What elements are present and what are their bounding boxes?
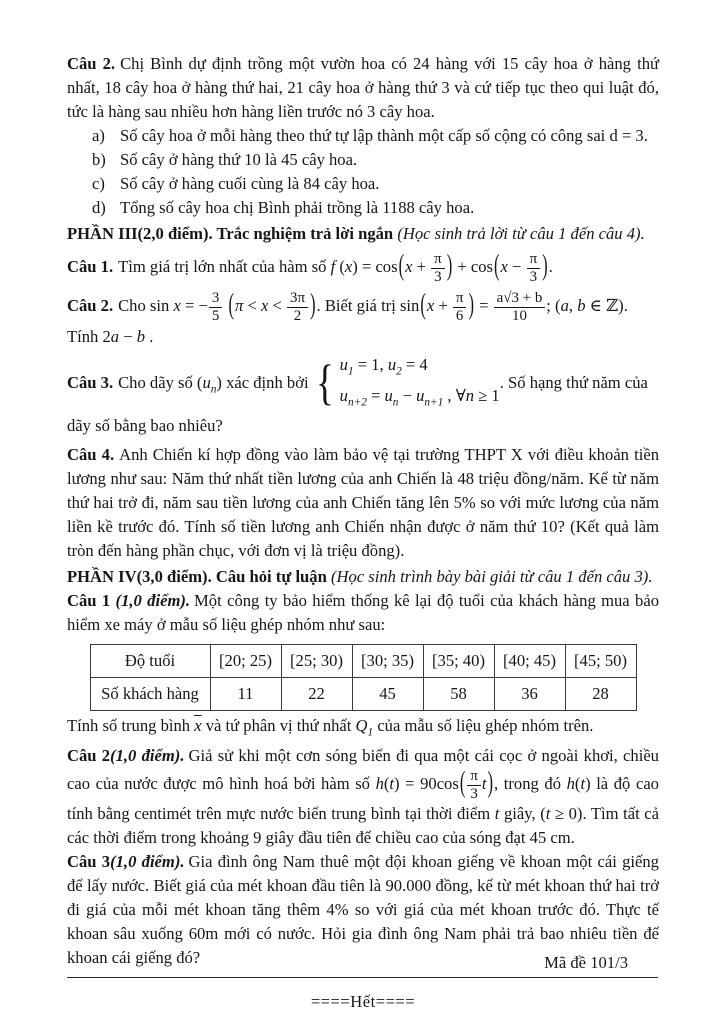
math-text: + cos: [453, 257, 493, 277]
math-text: , trong đó: [494, 773, 567, 793]
option-d: [67, 196, 659, 220]
math-variable: u: [387, 354, 397, 374]
cases-line: [340, 354, 500, 382]
fraction: [493, 290, 547, 324]
math-text: của mẫu số liệu ghép nhóm trên.: [373, 715, 594, 735]
table-cell: [30; 35): [352, 644, 423, 677]
fraction: [526, 251, 542, 285]
option-text: Số cây ở hàng thứ 10 là 45 cây hoa.: [120, 150, 358, 169]
fraction-denominator: 2: [293, 308, 302, 325]
math-variable: a: [110, 326, 120, 346]
section-heading-italic: (Học sinh trả lời từ câu 1 đến câu 4).: [397, 224, 645, 243]
right-paren: ): [310, 287, 316, 321]
fraction-denominator: 10: [511, 308, 527, 325]
subscripted-term: [339, 354, 354, 378]
option-b: [67, 148, 659, 172]
math-variable: x: [405, 257, 413, 277]
math-text: và tứ phân vị thứ nhất: [201, 715, 356, 735]
math-variable: t: [481, 773, 487, 793]
fraction-numerator: π: [527, 251, 541, 269]
fraction-numerator: 3: [209, 290, 222, 308]
question-label: Câu 3: [67, 852, 111, 872]
math-variable: x: [344, 257, 353, 277]
fraction-denominator: 5: [211, 308, 220, 325]
right-paren: ): [487, 764, 494, 799]
part4-question-2: [67, 744, 659, 850]
fraction-numerator: a√3 + b: [494, 290, 546, 308]
math-text: ) xác định bởi: [216, 372, 313, 392]
math-text: ,: [568, 296, 578, 316]
math-text: (: [574, 773, 581, 793]
math-text: = 1,: [353, 354, 388, 374]
question-points: (1,0 điểm).: [115, 590, 191, 610]
left-paren: (: [228, 287, 234, 321]
math-variable: b: [577, 296, 586, 316]
table-row-header: [90, 644, 636, 677]
math-text: . Biết giá trị sin: [316, 296, 420, 316]
subscript: n: [392, 396, 399, 409]
math-text: −: [398, 386, 417, 406]
math-text: Tính số trung bình: [67, 715, 195, 735]
left-paren: (: [398, 248, 405, 282]
math-variable: t: [494, 804, 500, 824]
fraction-numerator: π: [431, 251, 445, 269]
table-cell: 58: [423, 677, 494, 710]
cases-system: [313, 354, 500, 414]
cases-lines: [340, 354, 500, 414]
math-variable: a: [560, 296, 569, 316]
fraction: [466, 768, 482, 802]
subscripted-term: [384, 386, 399, 409]
right-paren: ): [446, 248, 453, 282]
question-label: Câu 4.: [67, 444, 115, 464]
table-cell: [35; 40): [423, 644, 494, 677]
page-footer: [67, 951, 658, 978]
math-text: =: [366, 386, 385, 406]
math-variable: u: [339, 354, 348, 374]
fraction-denominator: 6: [455, 308, 464, 325]
part4-heading: [67, 565, 659, 589]
fraction: [430, 251, 446, 285]
subscripted-term: [339, 386, 367, 409]
table-cell: [25; 30): [281, 644, 352, 677]
part3-heading: [67, 222, 659, 246]
section-heading-italic: (Học sinh trình bày bài giải từ câu 1 đến câu 3).: [330, 566, 653, 586]
math-text: =: [474, 296, 493, 316]
math-text: ): [585, 773, 591, 793]
math-variable: u: [384, 386, 393, 406]
math-text: (: [383, 773, 390, 793]
subscripted-term: [355, 715, 374, 738]
fraction: [208, 290, 223, 324]
part2-question-2-options: [67, 124, 659, 220]
math-text: giây, (: [499, 804, 546, 824]
math-variable: n: [465, 386, 475, 406]
left-paren: (: [494, 248, 500, 282]
section-heading-bold: PHẦN IV(3,0 điểm). Câu hỏi tự luận: [67, 566, 331, 586]
math-variable: x: [500, 257, 508, 277]
part2-question-2: [67, 52, 659, 124]
fraction-numerator: π: [467, 768, 481, 786]
right-paren: ): [468, 287, 474, 321]
option-text: Tổng số cây hoa chị Bình phải trồng là 1188 cây hoa.: [120, 198, 475, 217]
math-text: .: [145, 326, 154, 346]
cases-brace: {: [315, 355, 334, 411]
age-frequency-table: [90, 644, 637, 711]
math-variable: f: [330, 257, 336, 277]
math-variable: x: [426, 296, 435, 316]
math-variable: u: [339, 386, 348, 406]
math-text: = −: [180, 296, 208, 316]
math-text: ) = cos: [352, 257, 398, 277]
math-text: Tìm giá trị lớn nhất của hàm số: [118, 257, 331, 277]
question-label: Câu 2.: [67, 296, 114, 316]
part3-question-2: [67, 287, 659, 348]
math-text: = 4: [401, 354, 428, 374]
fraction-denominator: 3: [529, 268, 538, 285]
math-text: Cho dãy số (: [118, 372, 203, 392]
math-text: −: [119, 326, 137, 346]
option-key: c): [92, 174, 105, 193]
question-label: Câu 2.: [67, 54, 116, 73]
math-variable: h: [566, 773, 575, 793]
fraction: [452, 290, 468, 324]
math-text: Giả sử khi một cơn sóng biển đi qua một cái cọc ở ngoài khơi, chiều cao của nước được mô hình hoá bởi hàm số: [67, 745, 659, 793]
option-text: Số cây hoa ở mỗi hàng theo thứ tự lập thành một cấp số cộng có công sai d = 3.: [120, 126, 648, 145]
math-variable: Q: [355, 715, 368, 735]
table-row-values: [90, 677, 636, 710]
table-cell: 11: [210, 677, 281, 710]
math-variable: x: [173, 296, 181, 316]
math-formula: [67, 287, 628, 346]
subscript: n: [210, 382, 217, 395]
math-text: ≥ 0). Tìm tất cả các thời điểm trong khoảng 9 giây đầu tiên để chiều cao của sóng đạt 45 cm.: [67, 804, 659, 848]
math-variable: h: [375, 773, 384, 793]
part3-question-1: [67, 248, 659, 285]
option-text: Số cây ở hàng cuối cùng là 84 cây hoa.: [120, 174, 380, 193]
math-formula: [67, 715, 594, 738]
end-marker: ====Hết====: [310, 992, 416, 1012]
table-cell: 36: [494, 677, 565, 710]
math-text: ∈ ℤ). Tính 2: [67, 296, 628, 346]
subscripted-term: [202, 372, 217, 395]
question-label: Câu 1: [67, 590, 116, 610]
question-text: Một công ty bảo hiểm thống kê lại độ tuổi của khách hàng mua bảo hiểm xe máy ở mẫu số liệu ghép nhóm như sau:: [67, 590, 659, 634]
math-text: là độ cao tính bằng centimét trên mực nước biển trung bình tại thời điểm: [67, 773, 659, 824]
table-cell: Độ tuổi: [90, 644, 210, 677]
math-text: ) = 90cos: [394, 773, 459, 793]
option-c: [67, 172, 659, 196]
math-text: ≥ 1: [474, 386, 500, 406]
option-key: b): [92, 150, 106, 169]
left-paren: (: [459, 764, 466, 799]
math-text: Cho sin: [118, 296, 174, 316]
math-text: +: [412, 257, 431, 277]
overline-variable: $\overline{x}$: [194, 715, 202, 735]
subscript: n+1: [424, 396, 444, 409]
question-text: Chị Bình dự định trồng một vườn hoa có 24 hàng với 15 cây hoa ở hàng thứ nhất, 18 cây hoa ở hàng thứ hai, 21 cây hoa ở hàng thứ 3 và cứ tiếp tục theo qui luật đó, tức là hàng sau nhiều hơn hàng liền trước nó 3 cây hoa.: [67, 54, 659, 121]
math-variable: t: [580, 773, 586, 793]
table-cell: [20; 25): [210, 644, 281, 677]
cases-line: [340, 385, 500, 413]
right-paren: ): [542, 248, 548, 282]
math-text: (: [335, 257, 345, 277]
option-a: [67, 124, 659, 148]
exam-code-label: Mã đề 101/3: [544, 953, 628, 972]
subscript: 2: [396, 365, 402, 378]
table-cell: 28: [565, 677, 636, 710]
option-key: a): [92, 126, 105, 145]
subscript: n+2: [347, 396, 367, 409]
math-text: . Số hạng thứ năm của dãy số bằng bao nhiêu?: [67, 372, 648, 435]
math-variable: t: [389, 773, 395, 793]
question-label: Câu 3.: [67, 372, 114, 392]
exam-content: [67, 52, 659, 1014]
math-text: +: [434, 296, 452, 316]
part3-question-3: [67, 354, 659, 438]
question-text: Gia đình ông Nam thuê một đội khoan giếng về khoan một cái giếng để lấy nước. Biết giá của mét khoan đầu tiên là 90.000 đồng, kể từ mét khoan thứ hai trở đi giá của mỗi mét khoan tăng thêm 4% so với giá của mét khoan trước đó. Thực tế khoan sâu xuống 60m mới có nước. Hỏi gia đình ông Nam phải trả bao nhiêu tiền để khoan cái giếng đó?: [67, 852, 659, 968]
math-variable: u: [416, 386, 425, 406]
math-variable: π: [234, 296, 244, 316]
question-points: (1,0 điểm).: [110, 745, 185, 765]
part3-question-4: [67, 443, 659, 563]
table-cell: 45: [352, 677, 423, 710]
part4-question-1: [67, 589, 659, 637]
math-variable: u: [202, 372, 211, 392]
math-formula: [118, 248, 553, 285]
subscript: 1: [347, 365, 354, 378]
part4-question-1-note: [67, 714, 659, 744]
table-cell: 22: [281, 677, 352, 710]
subscript: 1: [367, 725, 374, 738]
math-variable: b: [136, 326, 146, 346]
option-key: d): [92, 198, 106, 217]
fraction-numerator: 3π: [287, 290, 308, 308]
subscripted-term: [416, 386, 444, 409]
left-paren: (: [420, 287, 426, 321]
math-text: .: [548, 257, 553, 277]
math-formula: [67, 354, 648, 435]
math-text: −: [507, 257, 526, 277]
section-heading-bold: PHẦN III(2,0 điểm). Trắc nghiệm trả lời ngắn: [67, 224, 398, 243]
question-points: (1,0 điểm).: [110, 852, 185, 872]
subscripted-term: [387, 354, 402, 378]
fraction-denominator: 3: [434, 268, 442, 285]
table-cell: [45; 50): [565, 644, 636, 677]
question-text: Anh Chiến kí hợp đồng vào làm bảo vệ tại trường THPT X với điều khoản tiền lương như sau: Năm thứ nhất tiền lương của anh Chiến là 48 triệu đồng/năm. Kể từ năm thứ hai trở đi, năm sau tiền lương của anh Chiến tăng lên 5% so với mức lương của năm liền kề trước đó. Tính số tiền lương anh Chiến nhận được ở năm thứ 10? (Kết quả làm tròn đến hàng phần chục, với đơn vị là triệu đồng).: [67, 444, 659, 560]
question-label: Câu 1.: [67, 257, 114, 277]
table-cell: [40; 45): [494, 644, 565, 677]
fraction-numerator: π: [453, 290, 467, 308]
math-variable: x: [260, 296, 269, 316]
fraction: [286, 290, 309, 324]
math-text: <: [243, 296, 261, 316]
math-text: <: [268, 296, 286, 316]
math-text: , ∀: [443, 386, 466, 406]
math-variable: t: [545, 804, 551, 824]
question-label: Câu 2: [67, 745, 111, 765]
fraction-denominator: 3: [470, 785, 478, 802]
math-text: ; (: [546, 296, 561, 316]
table-cell: Số khách hàng: [90, 677, 210, 710]
